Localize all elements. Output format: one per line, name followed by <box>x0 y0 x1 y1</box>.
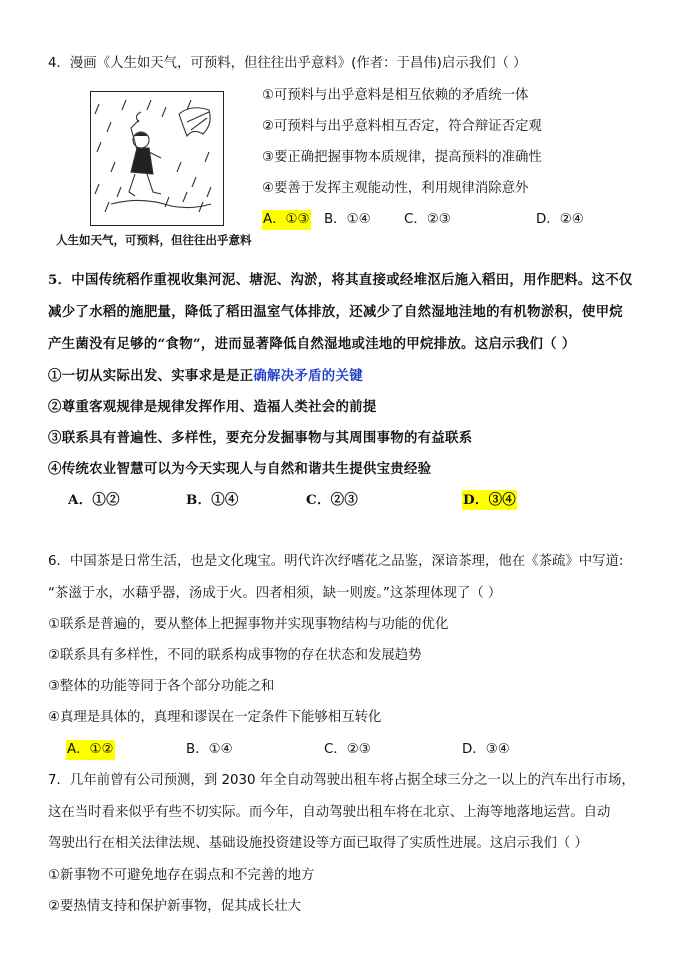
q5-item-2: ②尊重客观规律是规律发挥作用、造福人类社会的前提 <box>48 399 377 415</box>
q5-item-3: ③联系具有普遍性、多样性，要充分发掘事物与其周围事物的有益联系 <box>48 430 473 446</box>
q6-options <box>66 740 546 760</box>
q5-stem-line-3: 产生菌没有足够的“食物”，进而显著降低自然湿地或洼地的甲烷排放。这启示我们（ ） <box>48 336 576 352</box>
q6-option-c[interactable]: C．②③ <box>324 742 371 757</box>
q4-option-b[interactable]: B．①④ <box>324 212 371 227</box>
q5-item-1-part-a: ①一切从实际出发、实事求是是正 <box>48 368 254 384</box>
q6-item-1: ①联系是普遍的，要从整体上把握事物并实现事物结构与功能的优化 <box>48 617 449 632</box>
q7-item-1: ①新事物不可避免地存在弱点和不完善的地方 <box>48 868 315 883</box>
q5-option-c[interactable]: C．②③ <box>306 492 359 508</box>
q6-item-2: ②联系具有多样性，不同的联系构成事物的存在状态和发展趋势 <box>48 648 422 663</box>
q7-stem-line-2: 这在当时看来似乎有些不切实际。而今年，自动驾驶出租车将在北京、上海等地落地运营。自动 <box>48 805 611 820</box>
q4-options <box>262 210 592 230</box>
q5-stem-line-1: 5．中国传统稻作重视收集河泥、塘泥、沟淤，将其直接或经堆沤后施入稻田，用作肥料。这不仅 <box>48 272 633 288</box>
q5-item-4: ④传统农业智慧可以为今天实现人与自然和谐共生提供宝贵经验 <box>48 461 432 477</box>
q6-option-b[interactable]: B．①④ <box>186 742 233 757</box>
q4-item-4: ④要善于发挥主观能动性，利用规律消除意外 <box>262 181 529 196</box>
q4-item-2: ②可预料与出乎意料相互否定，符合辩证否定观 <box>262 119 542 134</box>
q4-option-c[interactable]: C．②③ <box>404 212 451 227</box>
q4-stem: 4．漫画《人生如天气，可预料，但往往出乎意料》(作者：于昌伟)启示我们（ ） <box>48 56 527 71</box>
q6-item-3: ③整体的功能等同于各个部分功能之和 <box>48 679 275 694</box>
q5-option-b[interactable]: B．①④ <box>186 492 239 508</box>
q4-item-1: ①可预料与出乎意料是相互依赖的矛盾统一体 <box>262 88 529 103</box>
q6-stem-line-2: “茶滋于水，水藉乎器，汤成于火。四者相须，缺一则废。”这茶理体现了（ ） <box>48 586 502 601</box>
q5-item-1-part-b: 确解决矛盾的关键 <box>253 368 363 384</box>
q7-stem-line-1: 7．几年前曾有公司预测，到 2030 年全自动驾驶出租车将占据全球三分之一以上的汽车出行市场， <box>48 773 635 788</box>
q5-item-1 <box>48 366 363 386</box>
cartoon-drawing <box>91 92 222 224</box>
q6-stem-line-1: 6．中国茶是日常生活，也是文化瑰宝。明代许次纾嗜花之品鉴，深谙茶理，他在《茶疏》中写道: <box>48 554 624 569</box>
q4-option-a[interactable]: A．①③ <box>262 210 311 230</box>
q6-option-d[interactable]: D．③④ <box>462 742 510 757</box>
cartoon-image <box>90 91 224 226</box>
q4-item-3: ③要正确把握事物本质规律，提高预料的准确性 <box>262 150 542 165</box>
q5-option-d[interactable]: D．③④ <box>463 492 516 508</box>
q7-item-2: ②要热情支持和保护新事物，促其成长壮大 <box>48 899 302 914</box>
q5-option-a[interactable]: A．①② <box>68 492 120 508</box>
cartoon-caption: 人生如天气，可预料，但往往出乎意料 <box>56 233 252 247</box>
q7-stem-line-3: 驾驶出行在相关法律法规、基础设施投资建设等方面已取得了实质性进展。这启示我们（ ） <box>48 836 588 851</box>
q5-options <box>68 490 548 510</box>
q6-item-4: ④真理是具体的，真理和谬误在一定条件下能够相互转化 <box>48 710 382 725</box>
q5-stem-line-2: 减少了水稻的施肥量，降低了稻田温室气体排放，还减少了自然湿地洼地的有机物淤积，使甲烷 <box>48 304 624 320</box>
q4-option-d[interactable]: D．②④ <box>536 212 584 227</box>
q6-option-a[interactable]: A．①② <box>66 740 115 760</box>
